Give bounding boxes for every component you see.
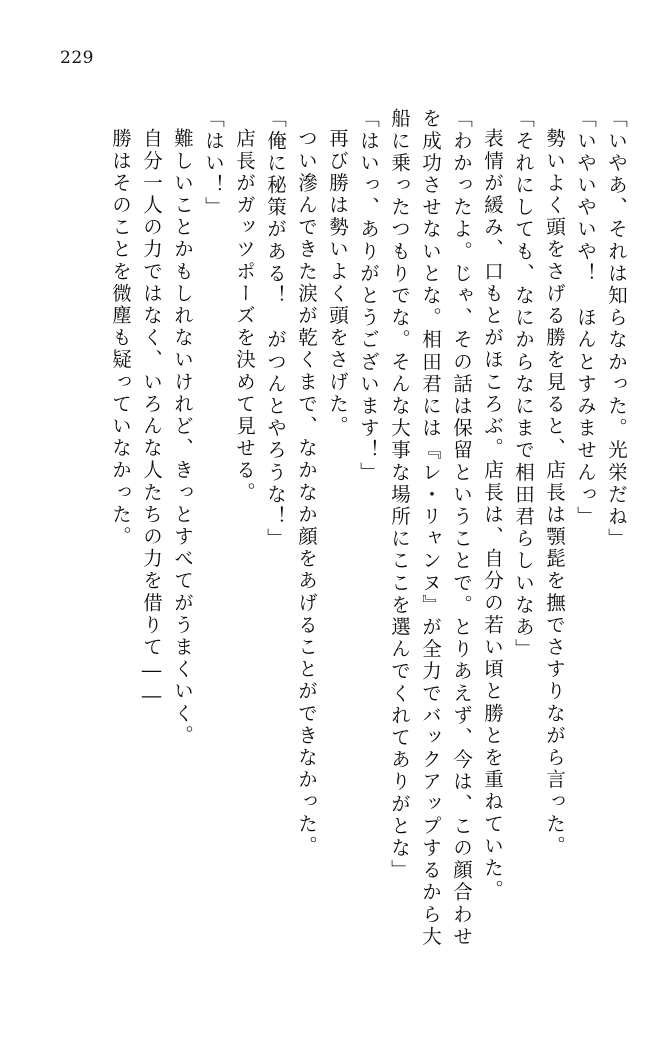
text-line: 難しいことかもしれないけれど、きっとすべてがうまくいく。: [171, 128, 194, 747]
text-line: 船に乗ったつもりでな。そんな大事な場所にここを選んでくれてありがとな」: [388, 108, 411, 882]
text-line: 「いやあ、それは知らなかった。光栄だね」: [605, 108, 628, 550]
page-number: 229: [60, 48, 94, 68]
text-line: 再び勝は勢いよく頭をさげた。: [326, 128, 349, 438]
text-line: 「はいっ、ありがとうございます！」: [357, 108, 380, 484]
text-line: 「俺に秘策がある！ がつんとやろうな！」: [264, 108, 287, 550]
text-line: 自分一人の力ではなく、いろんな人たちの力を借りて――: [140, 128, 163, 710]
text-line: 「はい！」: [202, 108, 225, 219]
vertical-text-body: [42, 108, 626, 1010]
text-line: 勢いよく頭をさげる勝を見ると、店長は顎髭を撫でさすりながら言った。: [543, 128, 566, 858]
text-line: 店長がガッツポーズを決めて見せる。: [233, 128, 256, 504]
text-line: 「わかったよ。じゃ、その話は保留ということで。とりあえず、今は、この顔合わせ: [450, 108, 473, 948]
text-line: 「いやいやいや！ ほんとすみませんっ」: [574, 108, 597, 528]
text-line: 表情が緩み、口もとがほころぶ。店長は、自分の若い頃と勝とを重ねていた。: [481, 128, 504, 902]
text-line: を成功させないとな。相田君には『レ・リャンヌ』が全力でバックアップするから大: [419, 108, 442, 948]
text-line: 「それにしても、なにからなにまで相田君らしいなあ」: [512, 108, 535, 661]
text-line: 勝はそのことを微塵も疑っていなかった。: [109, 128, 132, 548]
text-line: つい滲んできた涙が乾くまで、なかなか顔をあげることができなかった。: [295, 128, 318, 858]
